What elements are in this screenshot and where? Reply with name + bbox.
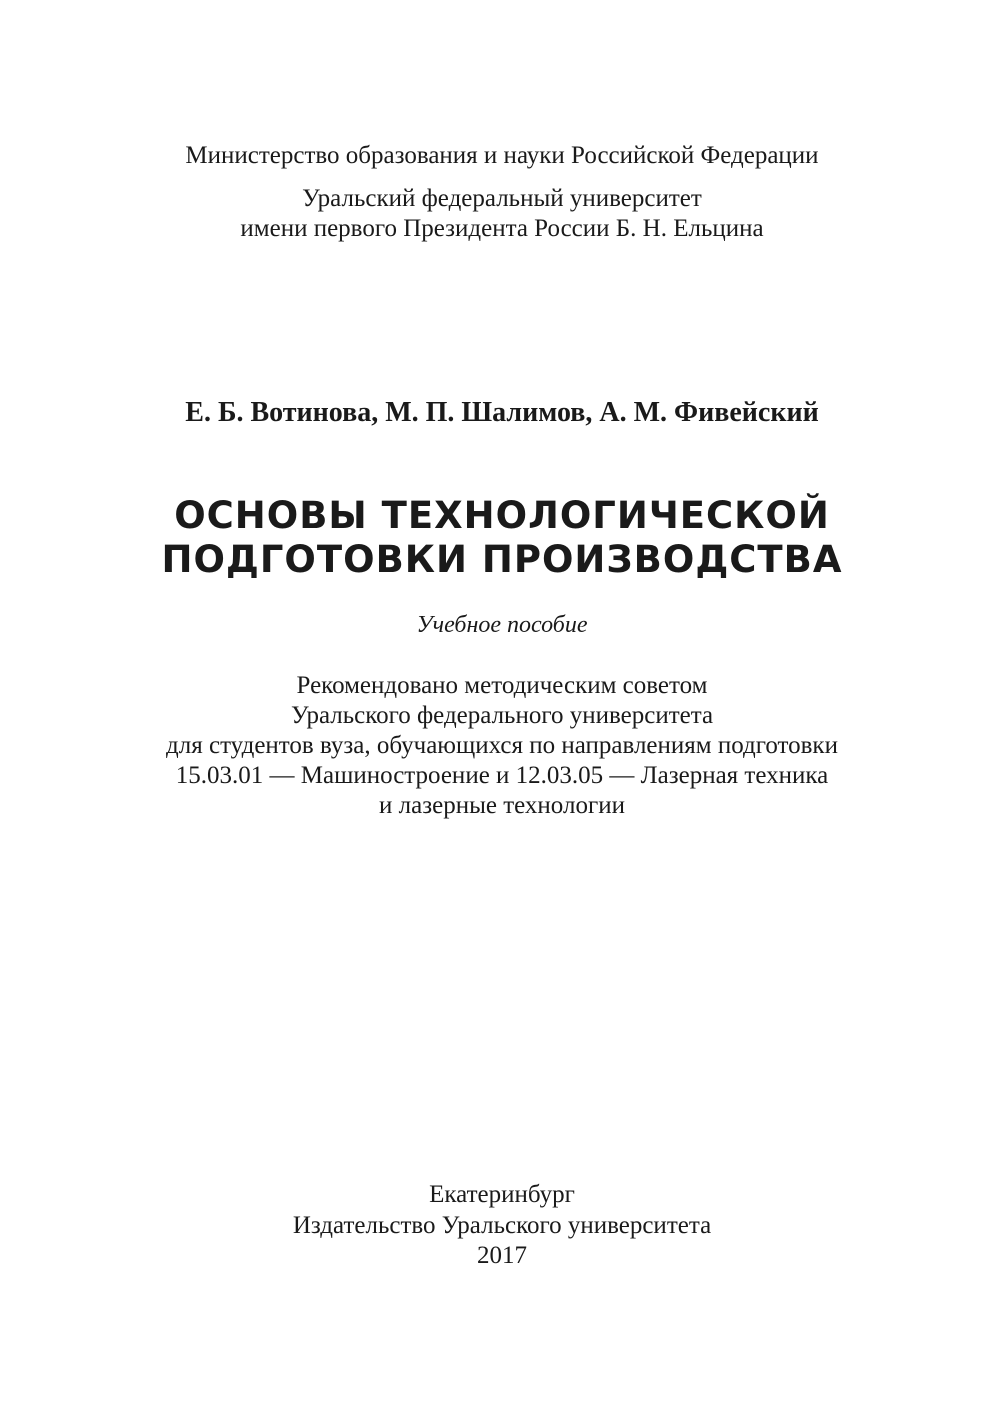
imprint-city: Екатеринбург [429,1181,575,1208]
university-line-2: имени первого Президента России Б. Н. Ельцина [240,215,764,242]
recommendation-line-4: 15.03.01 — Машиностроение и 12.03.05 — Лазерная техника [175,762,829,789]
recommendation-line-3: для студентов вуза, обучающихся по направлениям подготовки [166,732,838,759]
imprint-year: 2017 [477,1242,527,1269]
recommendation-line-1: Рекомендовано методическим советом [296,672,708,699]
authors: Е. Б. Вотинова, М. П. Шалимов, А. М. Фивейский [185,397,819,428]
book-subtitle: Учебное пособие [416,612,588,638]
book-title-line-1: ОСНОВЫ ТЕХНОЛОГИЧЕСКОЙ [174,494,830,537]
recommendation-line-5: и лазерные технологии [379,792,625,819]
university-line-1: Уральский федеральный университет [302,185,702,212]
recommendation-line-2: Уральского федерального университета [290,702,714,729]
ministry-line: Министерство образования и науки Российской Федерации [185,142,819,169]
imprint-publisher: Издательство Уральского университета [292,1212,712,1239]
book-title-line-2: ПОДГОТОВКИ ПРОИЗВОДСТВА [161,538,843,581]
